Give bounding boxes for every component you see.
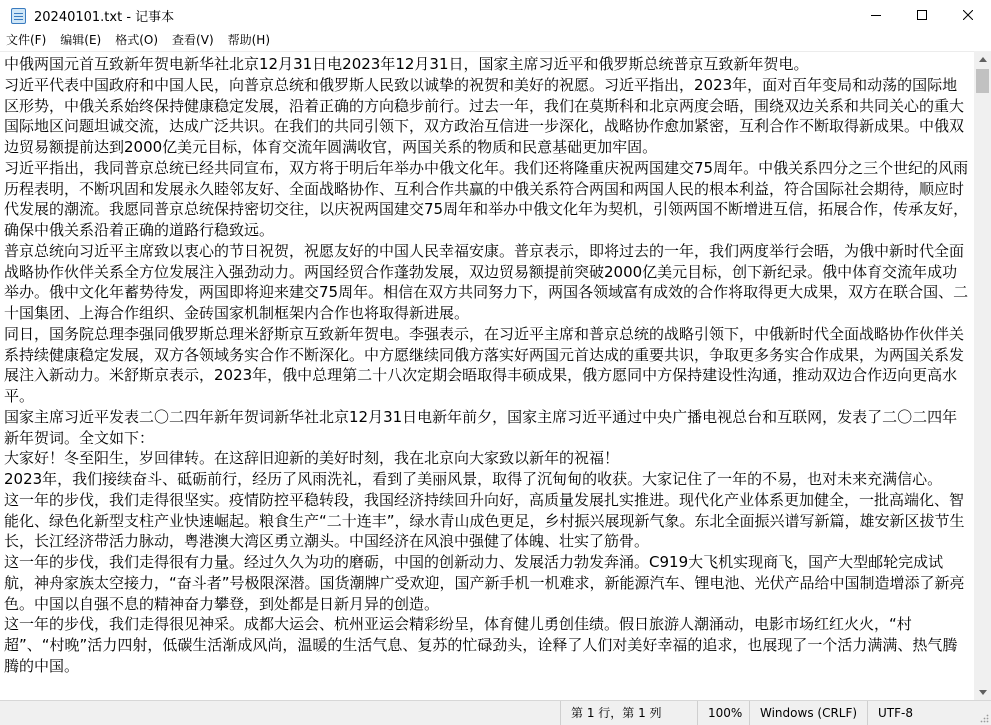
menu-file[interactable]: 文件(F) bbox=[6, 33, 47, 47]
line-ending: Windows (CRLF) bbox=[749, 701, 867, 725]
text-line: 习近平代表中国政府和中国人民，向普京总统和俄罗斯人民致以诚挚的祝贺和美好的祝愿。习近平指出，2023年，面对百年变局和动荡的国际地区形势，中俄关系始终保持健康稳定发展，沿着正确的方向稳步前行。过去一年，我们在莫斯科和北京两度会晤，围绕双边关系和共同关心的重大国际地区问题坦诚交流，达成广泛共识。在我们的共同引领下，双方政治互信进一步深化，战略协作愈加紧密，互利合作不断取得新成果。中俄双边贸易额提前达到2000亿美元目标，体育交流年圆满收官，两国关系的物质和民意基础更加牢固。 bbox=[4, 75, 965, 156]
text-line: 中俄两国元首互致新年贺电新华社北京12月31日电2023年12月31日，国家主席习近平和俄罗斯总统普京互致新年贺电。 bbox=[4, 55, 809, 73]
minimize-icon bbox=[871, 10, 881, 20]
menu-format[interactable]: 格式(O) bbox=[115, 33, 159, 47]
vertical-scrollbar[interactable] bbox=[974, 51, 991, 701]
text-line: 这一年的步伐，我们走得很坚实。疫情防控平稳转段，我国经济持续回升向好，高质量发展扎实推进。现代化产业体系更加健全，一批高端化、智能化、绿色化新型支柱产业快速崛起。粮食生产“二十连丰”，绿水青山成色更足，乡村振兴展现新气象。东北全面振兴谱写新篇，雄安新区拔节生长，长江经济带活力脉动，粤港澳大湾区勇立潮头。中国经济在风浪中强健了体魄、壮实了筋骨。 bbox=[4, 490, 965, 551]
cursor-position: 第 1 行，第 1 列 bbox=[560, 701, 697, 725]
document-text[interactable] bbox=[0, 52, 974, 677]
status-bar bbox=[0, 700, 991, 725]
window-controls bbox=[853, 0, 991, 30]
menu-edit[interactable]: 编辑(E) bbox=[60, 33, 102, 47]
menu-help[interactable]: 帮助(H) bbox=[227, 33, 271, 47]
maximize-icon bbox=[917, 10, 927, 20]
resize-grip-icon[interactable] bbox=[979, 713, 989, 723]
text-line: 同日，国务院总理李强同俄罗斯总理米舒斯京互致新年贺电。李强表示，在习近平主席和普京总统的战略引领下，中俄新时代全面战略协作伙伴关系持续健康稳定发展，双方各领域务实合作不断深化。中方愿继续同俄方落实好两国元首达成的重要共识，争取更多务实合作成果，为两国关系发展注入新动力。米舒斯京表示，2023年，俄中总理第二十八次定期会晤取得丰硕成果，俄方愿同中方保持建设性沟通，推动双边合作迈向更高水平。 bbox=[4, 324, 965, 405]
text-line: 这一年的步伐，我们走得很有力量。经过久久为功的磨砺，中国的创新动力、发展活力勃发奔涌。C919大飞机实现商飞，国产大型邮轮完成试航，神舟家族太空接力，“奋斗者”号极限深潜。国货潮牌广受欢迎，国产新手机一机难求，新能源汽车、锂电池、光伏产品给中国制造增添了新亮色。中国以自强不息的精神奋力攀登，到处都是日新月异的创造。 bbox=[4, 553, 965, 613]
encoding: UTF-8 bbox=[867, 701, 991, 725]
text-line: 这一年的步伐，我们走得很见神采。成都大运会、杭州亚运会精彩纷呈，体育健儿勇创佳绩。假日旅游人潮涌动，电影市场红红火火，“村超”、“村晚”活力四射，低碳生活渐成风尚，温暖的生活气息、复苏的忙碌劲头，诠释了人们对美好幸福的追求，也展现了一个活力满满、热气腾腾的中国。 bbox=[4, 615, 958, 675]
chevron-down-icon bbox=[979, 690, 987, 695]
text-line: 国家主席习近平发表二〇二四年新年贺词新华社北京12月31日电新年前夕，国家主席习近平通过中央广播电视总台和互联网，发表了二〇二四年新年贺词。全文如下： bbox=[4, 407, 958, 447]
menu-view[interactable]: 查看(V) bbox=[172, 33, 214, 47]
text-editor[interactable] bbox=[0, 51, 974, 702]
maximize-button[interactable] bbox=[899, 0, 945, 30]
scrollbar-thumb[interactable] bbox=[976, 69, 989, 93]
window-title: 20240101.txt - 记事本 bbox=[34, 9, 175, 25]
title-bar[interactable] bbox=[0, 0, 991, 30]
menu-bar bbox=[0, 30, 991, 50]
minimize-button[interactable] bbox=[853, 0, 899, 30]
text-line: 习近平指出，我同普京总统已经共同宣布，双方将于明后年举办中俄文化年。我们还将隆重庆祝两国建交75周年。中俄关系四分之三个世纪的风雨历程表明，不断巩固和发展永久睦邻友好、全面战略协作、互利合作共赢的中俄关系符合两国和两国人民的根本利益，符合国际社会期待，顺应时代发展的潮流。我愿同普京总统保持密切交往，以庆祝两国建交75周年和举办中俄文化年为契机，引领两国不断增进互信，拓展合作，传承友好，确保中俄关系沿着正确的道路行稳致远。 bbox=[4, 158, 969, 239]
text-line: 普京总统向习近平主席致以衷心的节日祝贺，祝愿友好的中国人民幸福安康。普京表示，即将过去的一年，我们两度举行会晤，为俄中新时代全面战略协作伙伴关系全方位发展注入强劲动力。两国经贸合作蓬勃发展，双边贸易额提前突破2000亿美元目标，创下新纪录。俄中体育交流年成功举办。俄中文化年蓄势待发，两国即将迎来建交75周年。相信在双方共同努力下，两国各领域富有成效的合作将取得更大成果，双方在联合国、二十国集团、上海合作组织、金砖国家机制框架内合作也将取得新进展。 bbox=[4, 241, 969, 322]
text-line: 大家好！冬至阳生，岁回律转。在这辞旧迎新的美好时刻，我在北京向大家致以新年的祝福！ bbox=[4, 449, 620, 468]
text-line: 2023年，我们接续奋斗、砥砺前行，经历了风雨洗礼，看到了美丽风景，取得了沉甸甸的收获。大家记住了一年的不易，也对未来充满信心。 bbox=[4, 470, 943, 488]
scroll-down-button[interactable] bbox=[974, 684, 991, 701]
close-button[interactable] bbox=[945, 0, 991, 30]
close-icon bbox=[963, 10, 973, 20]
notepad-icon bbox=[10, 7, 26, 23]
zoom-level: 100% bbox=[697, 701, 749, 725]
scroll-up-button[interactable] bbox=[974, 51, 991, 68]
chevron-up-icon bbox=[979, 57, 987, 62]
